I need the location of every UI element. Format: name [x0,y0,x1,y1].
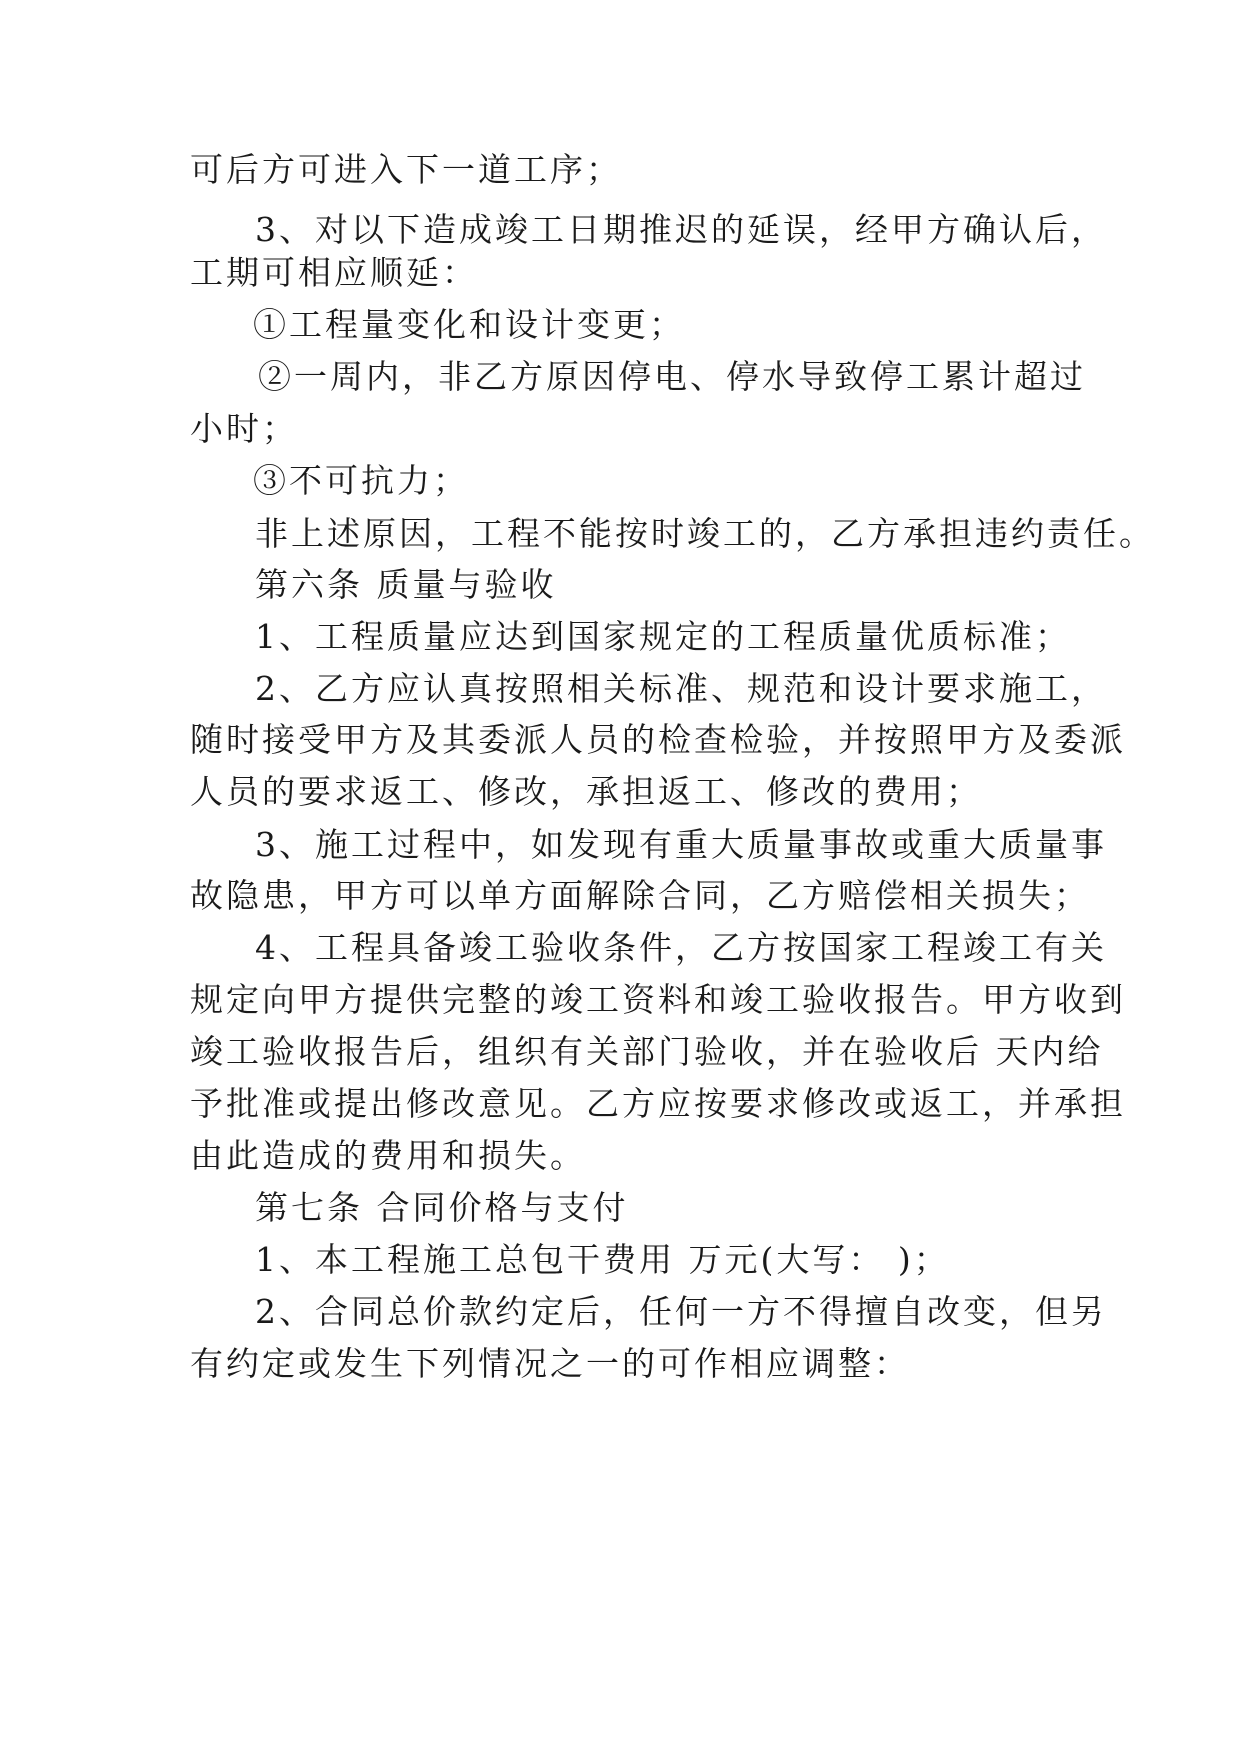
text-line: 可后方可进入下一道工序； [190,150,622,189]
text-line: 3、对以下造成竣工日期推迟的延误，经甲方确认后， [255,210,1107,249]
text-line: ①工程量变化和设计变更； [253,305,685,344]
text-line: ③不可抗力； [253,461,469,500]
text-line: 1、本工程施工总包干费用 万元(大写： )； [255,1240,950,1279]
text-line: 3、施工过程中，如发现有重大质量事故或重大质量事 [255,825,1107,864]
text-line: 2、合同总价款约定后，任何一方不得擅自改变，但另 [255,1292,1107,1331]
text-line: 予批准或提出修改意见。乙方应按要求修改或返工，并承担 [190,1084,1126,1123]
text-line: 随时接受甲方及其委派人员的检查检验，并按照甲方及委派 [190,720,1126,759]
text-line: 1、工程质量应达到国家规定的工程质量优质标准； [255,617,1071,656]
text-line: 4、工程具备竣工验收条件，乙方按国家工程竣工有关 [255,928,1107,967]
text-line: 竣工验收报告后，组织有关部门验收，并在验收后 天内给 [190,1032,1104,1071]
text-line: 2、乙方应认真按照相关标准、规范和设计要求施工， [255,669,1107,708]
text-line: 故隐患，甲方可以单方面解除合同，乙方赔偿相关损失； [190,876,1090,915]
text-line: 规定向甲方提供完整的竣工资料和竣工验收报告。甲方收到 [190,980,1126,1019]
section-heading: 第六条 质量与验收 [255,565,557,604]
text-line: 非上述原因，工程不能按时竣工的，乙方承担违约责任。 [255,514,1155,553]
text-line: 小时； [190,409,298,448]
text-line: ②一周内，非乙方原因停电、停水导致停工累计超过 [258,357,1086,396]
text-line: 工期可相应顺延： [190,253,478,292]
section-heading: 第七条 合同价格与支付 [255,1188,629,1227]
text-line: 人员的要求返工、修改，承担返工、修改的费用； [190,772,982,811]
text-line: 由此造成的费用和损失。 [190,1136,586,1175]
text-line: 有约定或发生下列情况之一的可作相应调整： [190,1344,910,1383]
